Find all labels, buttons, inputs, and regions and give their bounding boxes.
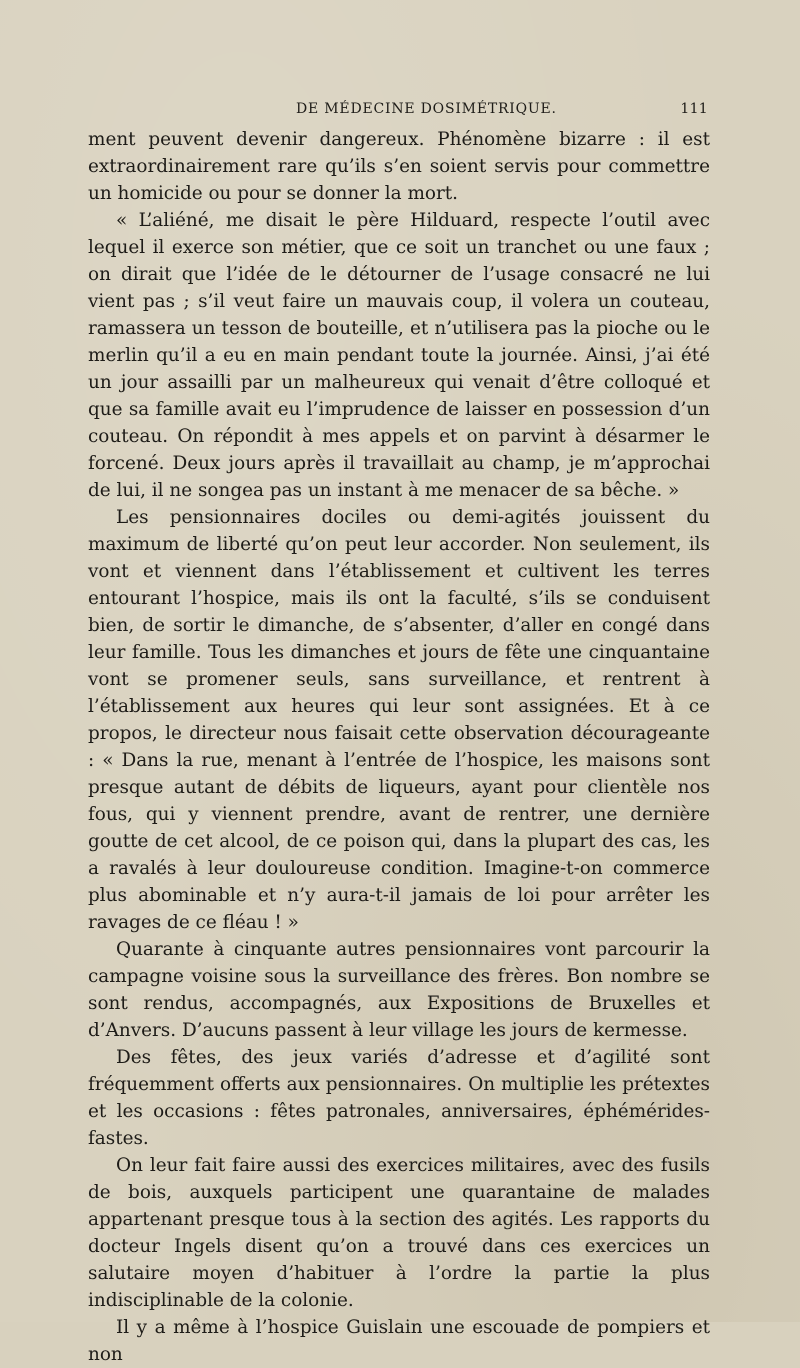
paragraph-exercices-militaires: On leur fait faire aussi des exercices militaires, avec des fusils de bois, auxquels participent une quarantaine de malades appartenant presque tous à la section des agités. Les rapports du docteur Ingels disent qu’on a trouvé dans ces exercices un salutaire moyen d’habituer à l’ordre la partie la plus indisciplinable de la colonie. [88,1155,710,1311]
running-title: DE MÉDECINE DOSIMÉTRIQUE. [296,101,557,117]
page-number: 111 [680,101,708,117]
page-header [88,101,708,121]
paragraph-campagne: Quarante à cinquante autres pensionnaires vont parcourir la campagne voisine sous la surveillance des frères. Bon nombre se sont rendus, accompagnés, aux Expositions de Bruxelles et d’Anvers. D’aucuns passent à leur village les jours de kermesse. [88,939,710,1041]
paragraph-quote-hilduard: « L’aliéné, me disait le père Hilduard, respecte l’outil avec lequel il exerce son métier, que ce soit un tranchet ou une faux ; on dirait que l’idée de le détourner de l’usage consacré ne lui vient pas ; s’il veut faire un mauvais coup, il volera un couteau, ramassera un tesson de bouteille, et n’utilisera pas la pioche ou le merlin qu’il a eu en main pendant toute la journée. Ainsi, j’ai été un jour assailli par un malheureux qui venait d’être colloqué et que sa famille avait eu l’imprudence de laisser en possession d’un couteau. On répondit à mes appels et on parvint à désarmer le forcené. Deux jours après il travaillait au champ, je m’approchai de lui, il ne songea pas un instant à me menacer de sa bêche. » [88,210,710,501]
body-text [88,126,710,1368]
paragraph-pensionnaires-liberte: Les pensionnaires dociles ou demi-agités jouissent du maximum de liberté qu’on peut leur accorder. Non seulement, ils vont et viennent dans l’établissement et cultivent les terres entourant l’hospice, mais ils ont la faculté, s’ils se conduisent bien, de sortir le dimanche, de s’absenter, d’aller en congé dans leur famille. Tous les dimanches et jours de fête une cinquantaine vont se promener seuls, sans surveillance, et rentrent à l’établissement aux heures qui leur sont assignées. Et à ce propos, le directeur nous faisait cette observation décourageante : « Dans la rue, menant à l’entrée de l’hospice, les maisons sont presque autant de débits de liqueurs, ayant pour clientèle nos fous, qui y viennent prendre, avant de rentrer, une dernière goutte de cet alcool, de ce poison qui, dans la plupart des cas, les a ravalés à leur douloureuse condition. Imagine-t-on commerce plus abominable et n’y aura-t-il jamais de loi pour arrêter les ravages de ce fléau ! » [88,507,710,933]
paragraph-fetes: Des fêtes, des jeux variés d’adresse et d’agilité sont fréquemment offerts aux pensionnaires. On multiplie les prétextes et les occasions : fêtes patronales, anniversaires, éphémérides-fastes. [88,1047,710,1149]
paragraph-pompiers: Il y a même à l’hospice Guislain une escouade de pompiers et non [88,1317,710,1365]
paragraph-continued: ment peuvent devenir dangereux. Phénomène bizarre : il est extraordinairement rare qu’ils s’en soient servis pour commettre un homicide ou pour se donner la mort. [88,129,710,204]
